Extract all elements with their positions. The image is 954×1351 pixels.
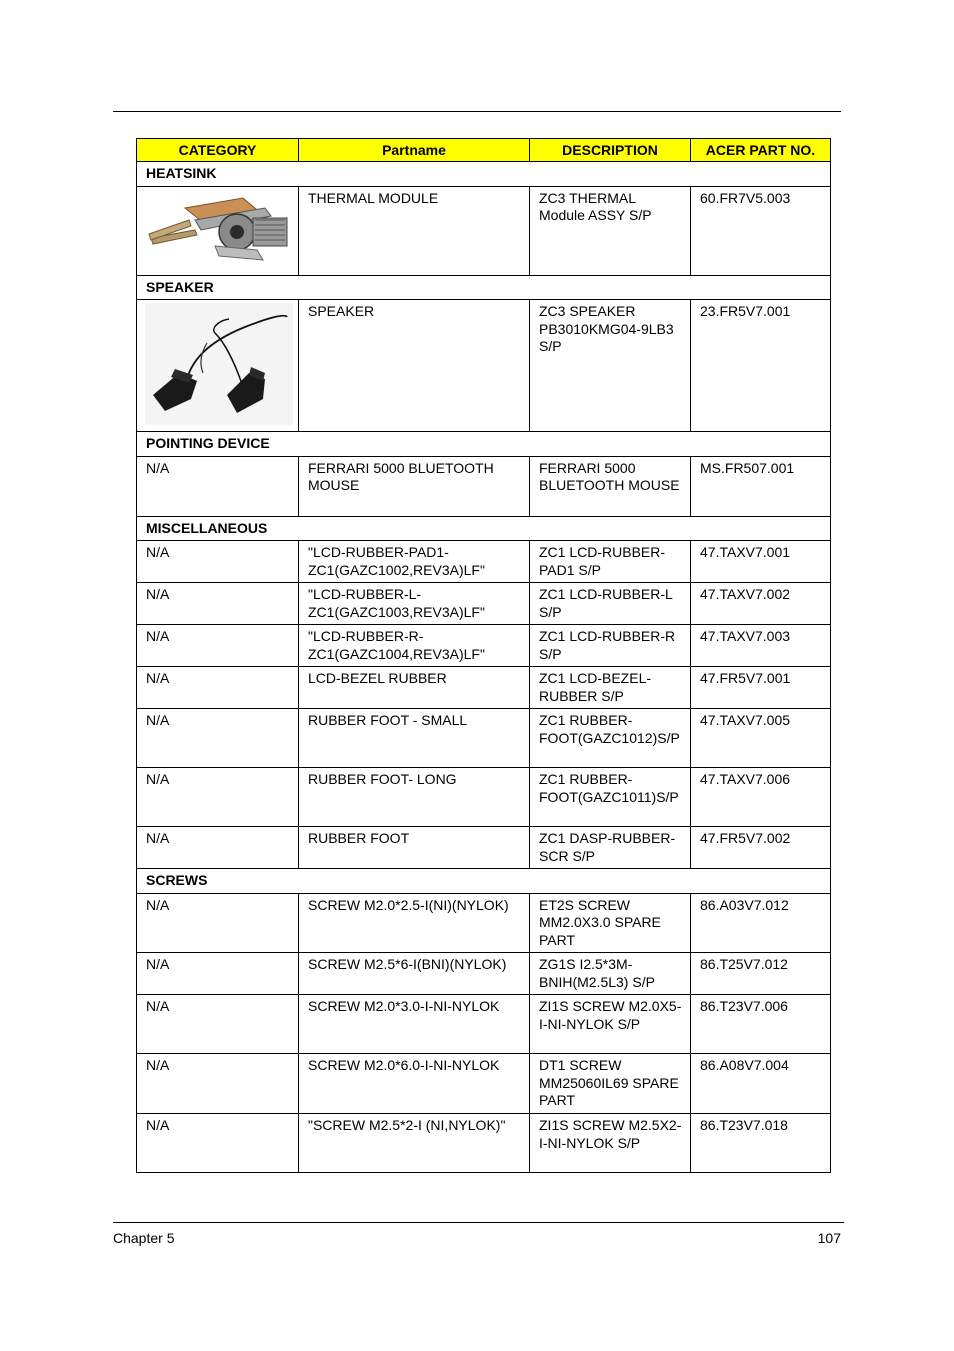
category-cell: N/A bbox=[137, 953, 299, 995]
table-row bbox=[137, 827, 831, 869]
partno-cell: 47.TAXV7.005 bbox=[691, 709, 831, 768]
partname-cell: LCD-BEZEL RUBBER bbox=[299, 667, 530, 709]
category-cell: N/A bbox=[137, 827, 299, 869]
table-row bbox=[137, 541, 831, 583]
footer-rule bbox=[113, 1222, 844, 1223]
section-row bbox=[137, 432, 831, 457]
table-row bbox=[137, 995, 831, 1054]
partno-cell: 47.TAXV7.003 bbox=[691, 625, 831, 667]
description-cell: ZC3 SPEAKER PB3010KMG04-9LB3 S/P bbox=[530, 300, 691, 432]
partname-cell: "LCD-RUBBER-L-ZC1(GAZC1003,REV3A)LF" bbox=[299, 583, 530, 625]
category-cell: N/A bbox=[137, 1054, 299, 1114]
partname-cell: FERRARI 5000 BLUETOOTH MOUSE bbox=[299, 456, 530, 516]
thermal-module-photo bbox=[137, 186, 299, 275]
description-cell: ZI1S SCREW M2.0X5-I-NI-NYLOK S/P bbox=[530, 995, 691, 1054]
description-cell: ZC3 THERMAL Module ASSY S/P bbox=[530, 186, 691, 275]
description-cell: ZC1 LCD-RUBBER-R S/P bbox=[530, 625, 691, 667]
parts-table bbox=[136, 138, 831, 1173]
partname-cell: SCREW M2.0*6.0-I-NI-NYLOK bbox=[299, 1054, 530, 1114]
partno-cell: 86.T23V7.006 bbox=[691, 995, 831, 1054]
partname-cell: SCREW M2.0*3.0-I-NI-NYLOK bbox=[299, 995, 530, 1054]
page-number: 107 bbox=[817, 1230, 841, 1246]
partname-cell: SCREW M2.0*2.5-I(NI)(NYLOK) bbox=[299, 893, 530, 953]
table-row bbox=[137, 768, 831, 827]
table-header-row bbox=[137, 139, 831, 162]
category-cell: N/A bbox=[137, 667, 299, 709]
table-row bbox=[137, 1054, 831, 1114]
table-row bbox=[137, 583, 831, 625]
description-cell: ZG1S I2.5*3M-BNIH(M2.5L3) S/P bbox=[530, 953, 691, 995]
partno-cell: MS.FR507.001 bbox=[691, 456, 831, 516]
partno-cell: 60.FR7V5.003 bbox=[691, 186, 831, 275]
partno-cell: 86.T25V7.012 bbox=[691, 953, 831, 995]
description-cell: ET2S SCREW MM2.0X3.0 SPARE PART bbox=[530, 893, 691, 953]
column-header-partno: ACER PART NO. bbox=[691, 139, 831, 162]
category-cell: N/A bbox=[137, 456, 299, 516]
partname-cell: "LCD-RUBBER-PAD1-ZC1(GAZC1002,REV3A)LF" bbox=[299, 541, 530, 583]
column-header-description: DESCRIPTION bbox=[530, 139, 691, 162]
description-cell: FERRARI 5000 BLUETOOTH MOUSE bbox=[530, 456, 691, 516]
description-cell: ZC1 RUBBER-FOOT(GAZC1011)S/P bbox=[530, 768, 691, 827]
partno-cell: 86.A08V7.004 bbox=[691, 1054, 831, 1114]
category-cell: N/A bbox=[137, 541, 299, 583]
section-row bbox=[137, 275, 831, 300]
table-row bbox=[137, 709, 831, 768]
partname-cell: "SCREW M2.5*2-I (NI,NYLOK)" bbox=[299, 1114, 530, 1173]
description-cell: ZC1 RUBBER-FOOT(GAZC1012)S/P bbox=[530, 709, 691, 768]
partno-cell: 47.FR5V7.002 bbox=[691, 827, 831, 869]
section-title: MISCELLANEOUS bbox=[137, 516, 831, 541]
column-header-partname: Partname bbox=[299, 139, 530, 162]
category-cell: N/A bbox=[137, 709, 299, 768]
table-row bbox=[137, 893, 831, 953]
section-row bbox=[137, 162, 831, 187]
partname-cell: RUBBER FOOT bbox=[299, 827, 530, 869]
header-rule bbox=[113, 111, 841, 112]
description-cell: DT1 SCREW MM25060IL69 SPARE PART bbox=[530, 1054, 691, 1114]
partno-cell: 86.T23V7.018 bbox=[691, 1114, 831, 1173]
partname-cell: RUBBER FOOT - SMALL bbox=[299, 709, 530, 768]
category-cell: N/A bbox=[137, 995, 299, 1054]
section-title: SPEAKER bbox=[137, 275, 831, 300]
table-row bbox=[137, 667, 831, 709]
section-title: SCREWS bbox=[137, 869, 831, 894]
partname-cell: "LCD-RUBBER-R-ZC1(GAZC1004,REV3A)LF" bbox=[299, 625, 530, 667]
section-row bbox=[137, 516, 831, 541]
partno-cell: 47.TAXV7.001 bbox=[691, 541, 831, 583]
category-cell: N/A bbox=[137, 1114, 299, 1173]
footer-chapter: Chapter 5 bbox=[113, 1230, 175, 1246]
partno-cell: 47.TAXV7.006 bbox=[691, 768, 831, 827]
partname-cell: RUBBER FOOT- LONG bbox=[299, 768, 530, 827]
speaker-photo bbox=[137, 300, 299, 432]
category-cell: N/A bbox=[137, 583, 299, 625]
description-cell: ZI1S SCREW M2.5X2-I-NI-NYLOK S/P bbox=[530, 1114, 691, 1173]
table-row bbox=[137, 1114, 831, 1173]
partname-cell: SCREW M2.5*6-I(BNI)(NYLOK) bbox=[299, 953, 530, 995]
category-cell: N/A bbox=[137, 768, 299, 827]
description-cell: ZC1 LCD-RUBBER-L S/P bbox=[530, 583, 691, 625]
table-row bbox=[137, 953, 831, 995]
description-cell: ZC1 LCD-RUBBER-PAD1 S/P bbox=[530, 541, 691, 583]
partname-cell: SPEAKER bbox=[299, 300, 530, 432]
section-title: HEATSINK bbox=[137, 162, 831, 187]
partno-cell: 47.FR5V7.001 bbox=[691, 667, 831, 709]
partname-cell: THERMAL MODULE bbox=[299, 186, 530, 275]
section-row bbox=[137, 869, 831, 894]
partno-cell: 86.A03V7.012 bbox=[691, 893, 831, 953]
table-row bbox=[137, 456, 831, 516]
category-cell: N/A bbox=[137, 893, 299, 953]
partno-cell: 47.TAXV7.002 bbox=[691, 583, 831, 625]
description-cell: ZC1 LCD-BEZEL-RUBBER S/P bbox=[530, 667, 691, 709]
partno-cell: 23.FR5V7.001 bbox=[691, 300, 831, 432]
category-cell: N/A bbox=[137, 625, 299, 667]
column-header-category: CATEGORY bbox=[137, 139, 299, 162]
table-row bbox=[137, 300, 831, 432]
section-title: POINTING DEVICE bbox=[137, 432, 831, 457]
description-cell: ZC1 DASP-RUBBER-SCR S/P bbox=[530, 827, 691, 869]
table-row bbox=[137, 186, 831, 275]
table-row bbox=[137, 625, 831, 667]
